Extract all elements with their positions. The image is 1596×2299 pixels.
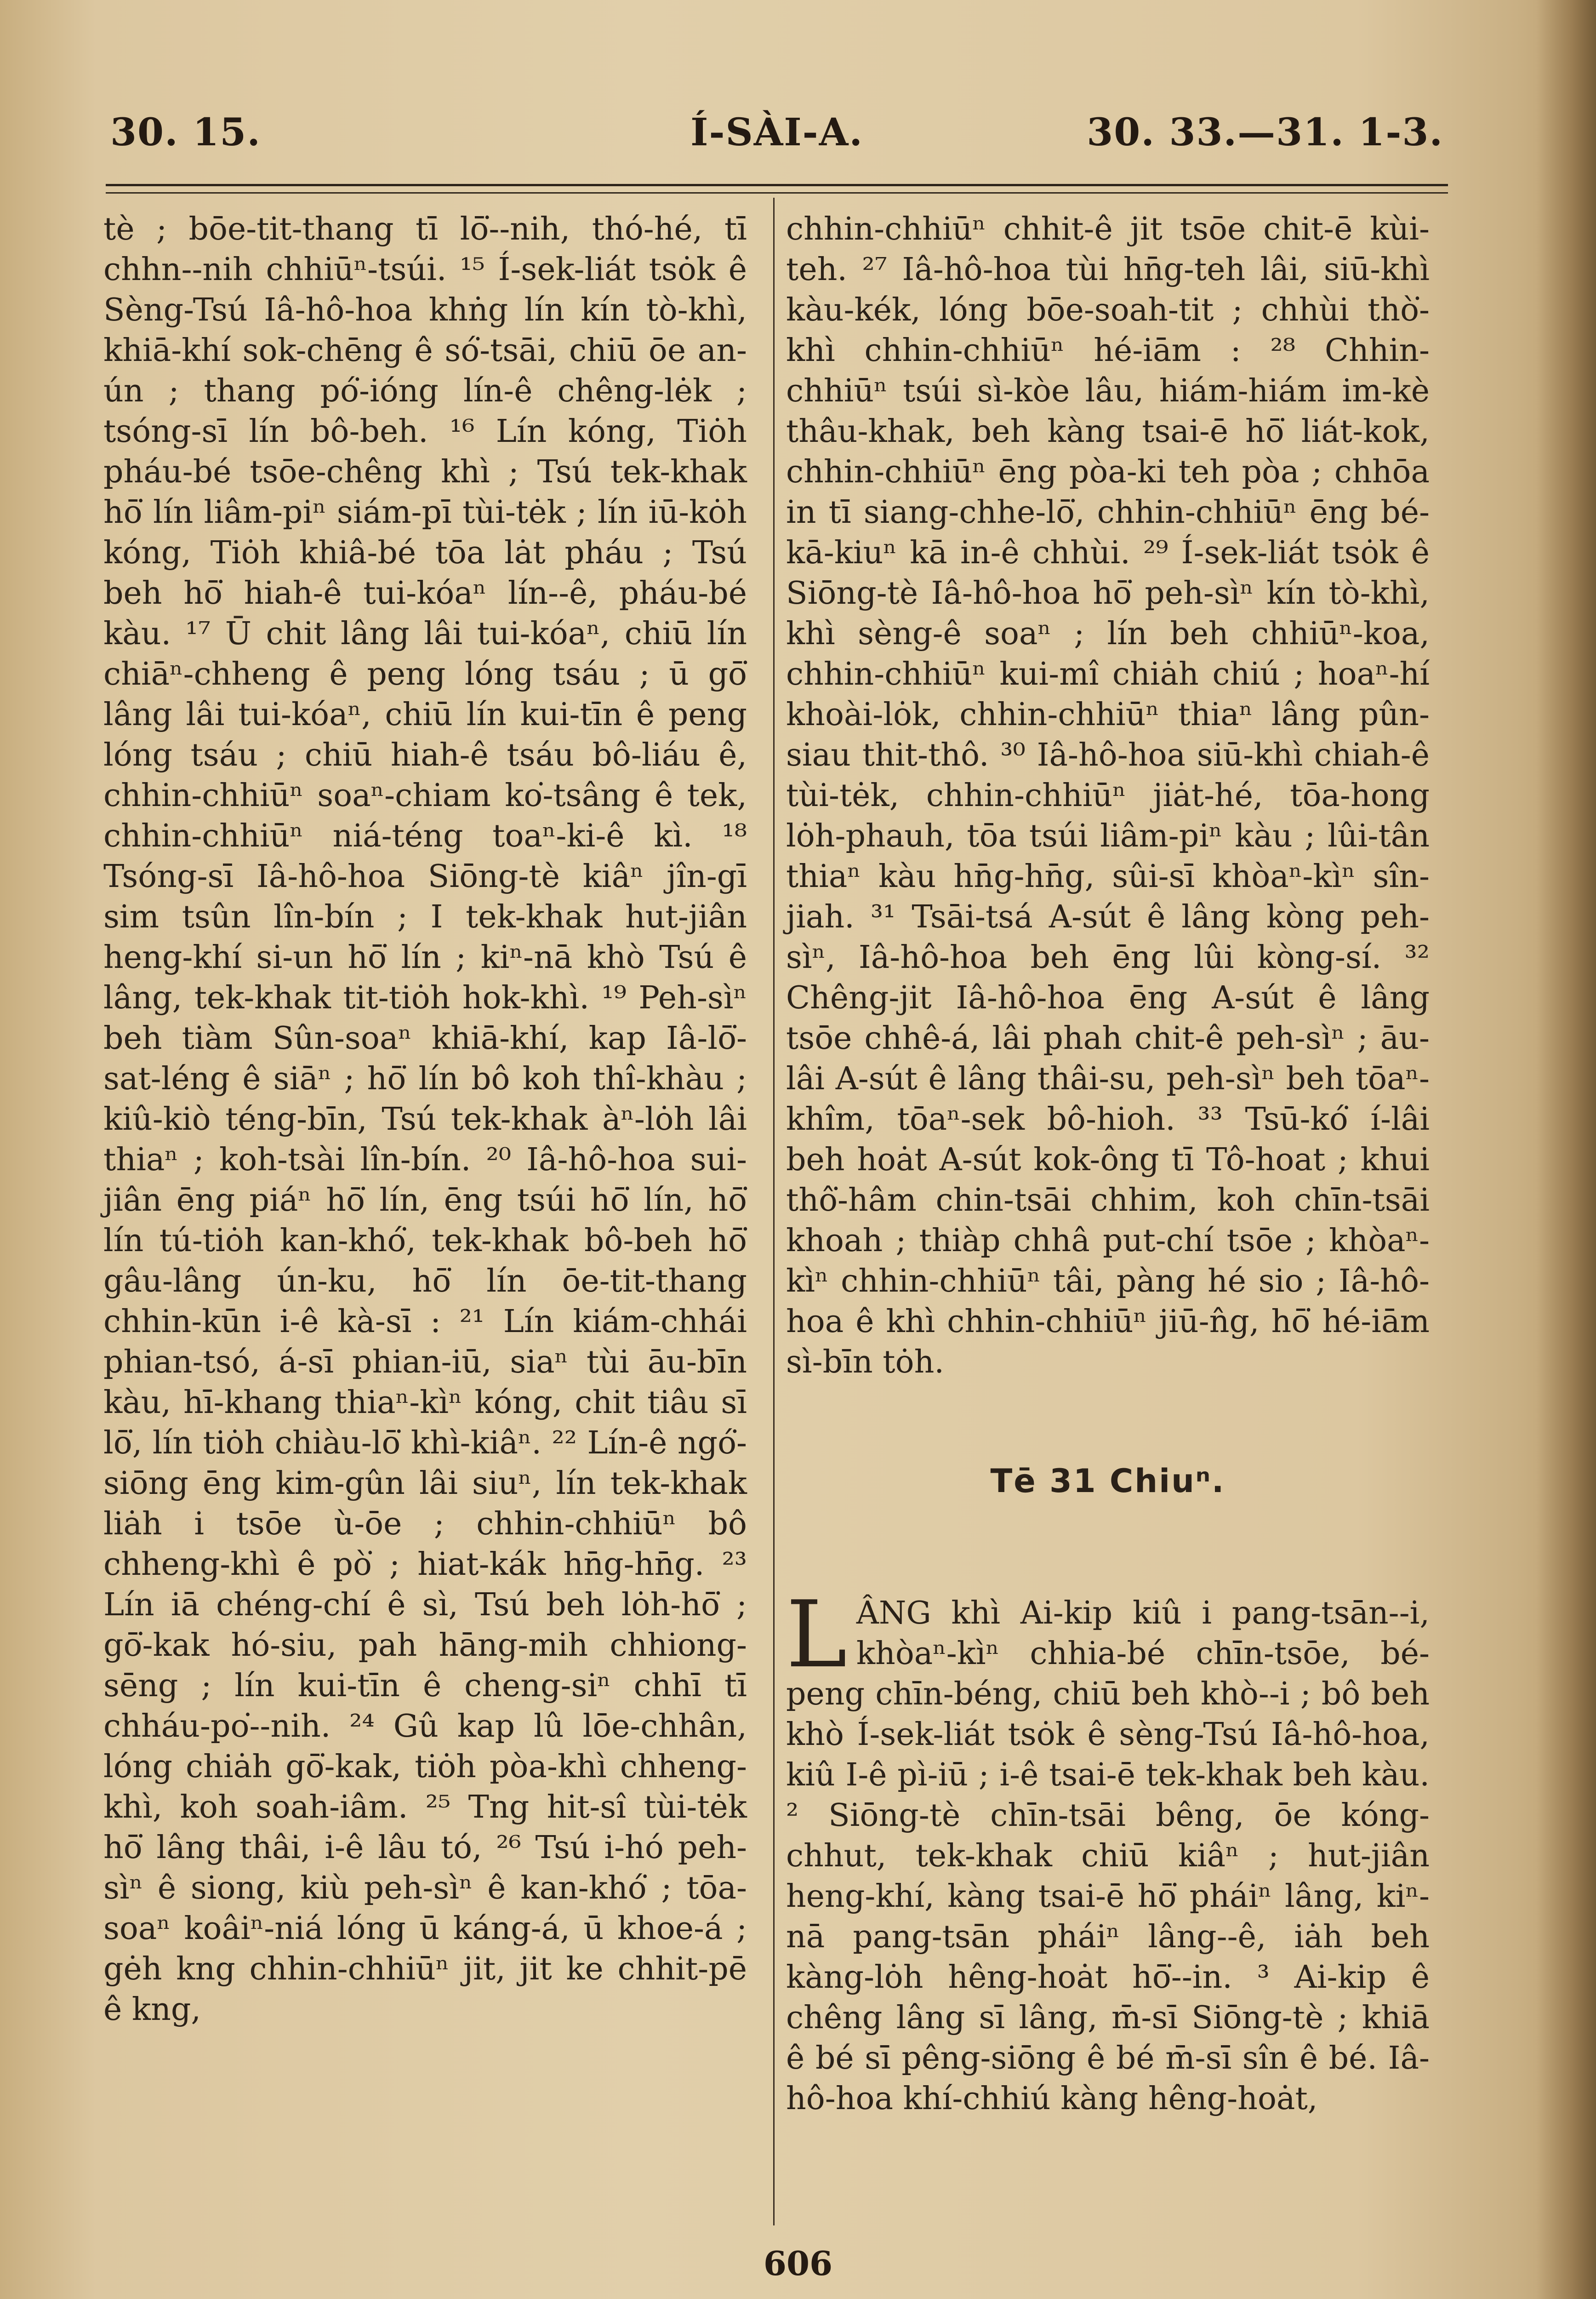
left-column xyxy=(103,209,747,2030)
right-column-text: chhin-chhiūⁿ chhit-ê jit tsōe chit-ē kùi-teh. ²⁷ Iâ-hô-hoa tùi hn̄g-teh lâi, siū-khì kàu-kék, lóng bōe-soah-tit ; chhùi thò͘-khì chhin-chhiūⁿ hé-iām : ²⁸ Chhin-chhiūⁿ tsúi sì-kòe lâu, hiám-hiám im-kè thâu-khak, beh kàng tsai-ē hō͘ liát-kok, chhin-chhiūⁿ ēng pòa-ki teh pòa ; chhōa in tī siang-chhe-lō͘, chhin-chhiūⁿ ēng bé-kā-kiuⁿ kā in-ê chhùi. ²⁹ Í-sek-liát tsȯk ê Siōng-tè Iâ-hô-hoa hō͘ peh-sìⁿ kín tò-khì, khì sèng-ê soaⁿ ; lín beh chhiūⁿ-koa, chhin-chhiūⁿ kui-mî chiȧh chiú ; hoaⁿ-hí khoài-lȯk, chhin-chhiūⁿ thiaⁿ lâng pûn-siau thit-thô. ³⁰ Iâ-hô-hoa siū-khì chiah-ê tùi-tėk, chhin-chhiūⁿ jiȧt-hé, tōa-hong lȯh-phauh, tōa tsúi liâm-piⁿ kàu ; lûi-tân thiaⁿ kàu hn̄g-hn̄g, sûi-sī khòaⁿ-kìⁿ sîn-jiah. ³¹ Tsāi-tsá A-sút ê lâng kòng peh-sìⁿ, Iâ-hô-hoa beh ēng lûi kòng-sí. ³² Chêng-jit Iâ-hô-hoa ēng A-sút ê lâng tsōe chhê-á, lâi phah chit-ê peh-sìⁿ ; āu-lâi A-sút ê lâng thâi-su, peh-sìⁿ beh tōaⁿ-khîm, tōaⁿ-sek bô-hioh. ³³ Tsū-kó͘ í-lâi beh hoȧt A-sút kok-ông tī Tô-hoat ; khui thô͘-hâm chin-tsāi chhim, koh chīn-tsāi khoah ; thiàp chhâ put-chí tsōe ; khòaⁿ-kìⁿ chhin-chhiūⁿ tâi, pàng hé sio ; Iâ-hô-hoa ê khì chhin-chhiūⁿ jiū-n̂g, hō͘ hé-iām sì-bīn tȯh. xyxy=(786,211,1430,1380)
right-column xyxy=(786,209,1430,2119)
chapter-text: ÂNG khì Ai-kip kiû i pang-tsān--i, khòaⁿ-kìⁿ chhia-bé chīn-tsōe, bé-peng chīn-béng, chiū beh khò--i ; bô beh khò Í-sek-liát tsȯk ê sèng-Tsú Iâ-hô-hoa, kiû I-ê pì-iū ; i-ê tsai-ē tek-khak beh kàu. ² Siōng-tè chīn-tsāi bêng, ōe kóng-chhut, tek-khak chiū kiâⁿ ; hut-jiân heng-khí, kàng tsai-ē hō͘ pháiⁿ lâng, kiⁿ-nā pang-tsān pháiⁿ lâng--ê, iȧh beh kàng-lȯh hêng-hoȧt hō͘--in. ³ Ai-kip ê chêng lâng sī lâng, m̄-sī Siōng-tè ; khiā ê bé sī pêng-siōng ê bé m̄-sī sîn ê bé. Iâ-hô-hoa khí-chhiú kàng hêng-hoȧt, xyxy=(786,1595,1430,2117)
header-right-reference: 30. 33.—31. 1-3. xyxy=(1087,110,1443,154)
header-rule xyxy=(106,184,1448,186)
page-number: 606 xyxy=(763,2244,833,2283)
column-divider xyxy=(773,198,775,2225)
header-book-title: Í-SÀI-A. xyxy=(690,110,863,154)
left-column-text: tè ; bōe-tit-thang tī lō͘--nih, thó-hé, tī chhn--nih chhiūⁿ-tsúi. ¹⁵ Í-sek-liát tsȯk ê Sèng-Tsú Iâ-hô-hoa khṅg lín kín tò-khì, khiā-khí sok-chēng ê só͘-tsāi, chiū ōe an-ún ; thang pó͘-ióng lín-ê chêng-lėk ; tsóng-sī lín bô-beh. ¹⁶ Lín kóng, Tiȯh pháu-bé tsōe-chêng khì ; Tsú tek-khak hō͘ lín liâm-piⁿ siám-pī tùi-tėk ; lín iū-kȯh kóng, Tiȯh khiâ-bé tōa lȧt pháu ; Tsú beh hō͘ hiah-ê tui-kóaⁿ lín--ê, pháu-bé kàu. ¹⁷ Ū chit lâng lâi tui-kóaⁿ, chiū lín chiāⁿ-chheng ê peng lóng tsáu ; ū gō͘ lâng lâi tui-kóaⁿ, chiū lín kui-tīn ê peng lóng tsáu ; chiū hiah-ê tsáu bô-liáu ê, chhin-chhiūⁿ soaⁿ-chiam ko͘-tsâng ê tek, chhin-chhiūⁿ niá-téng toaⁿ-ki-ê kì. ¹⁸ Tsóng-sī Iâ-hô-hoa Siōng-tè kiâⁿ jîn-gī sim tsûn lîn-bín ; I tek-khak hut-jiân heng-khí si-un hō͘ lín ; kiⁿ-nā khò Tsú ê lâng, tek-khak tit-tiȯh hok-khì. ¹⁹ Peh-sìⁿ beh tiàm Sûn-soaⁿ khiā-khí, kap Iâ-lō͘-sat-léng ê siāⁿ ; hō͘ lín bô koh thî-khàu ; kiû-kiò téng-bīn, Tsú tek-khak àⁿ-lȯh lâi thiaⁿ ; koh-tsài lîn-bín. ²⁰ Iâ-hô-hoa sui-jiân ēng piáⁿ hō͘ lín, ēng tsúi hō͘ lín, hō͘ lín tú-tiȯh kan-khó͘, tek-khak bô-beh hō͘ gâu-lâng ún-ku, hō͘ lín ōe-tit-thang chhin-kūn i-ê kà-sī : ²¹ Lín kiám-chhái phian-tsó, á-sī phian-iū, siaⁿ tùi āu-bīn kàu, hī-khang thiaⁿ-kìⁿ kóng, chit tiâu sī lō͘, lín tiȯh chiàu-lō͘ khì-kiâⁿ. ²² Lín-ê ngó͘-siōng ēng kim-gûn lâi siuⁿ, lín tek-khak liȧh i tsōe ù-ōe ; chhin-chhiūⁿ bô chheng-khì ê pò͘ ; hiat-kák hn̄g-hn̄g. ²³ Lín iā chéng-chí ê sì, Tsú beh lȯh-hō͘ ; gō͘-kak hó-siu, pah hāng-mih chhiong-sēng ; lín kui-tīn ê cheng-siⁿ chhī tī chháu-po͘--nih. ²⁴ Gû kap lû lōe-chhân, lóng chiȧh gō͘-kak, tiȯh pòa-khì chheng-khì, koh soah-iâm. ²⁵ Tng hit-sî tùi-tėk hō͘ lâng thâi, i-ê lâu tó, ²⁶ Tsú i-hó peh-sìⁿ ê siong, kiù peh-sìⁿ ê kan-khó͘ ; tōa-soaⁿ koâiⁿ-niá lóng ū káng-á, ū khoe-á ; gėh kng chhin-chhiūⁿ jit, jit ke chhit-pē ê kng, xyxy=(103,211,747,2028)
running-header xyxy=(106,110,1448,166)
chapter-heading: Tē 31 Chiuⁿ. xyxy=(990,1462,1226,1500)
header-rule-thin xyxy=(106,192,1448,194)
chapter-opening xyxy=(786,1581,1430,2119)
header-left-reference: 30. 15. xyxy=(110,110,261,154)
page-edge-shadow xyxy=(1536,0,1596,2299)
drop-cap: L xyxy=(786,1581,847,1688)
